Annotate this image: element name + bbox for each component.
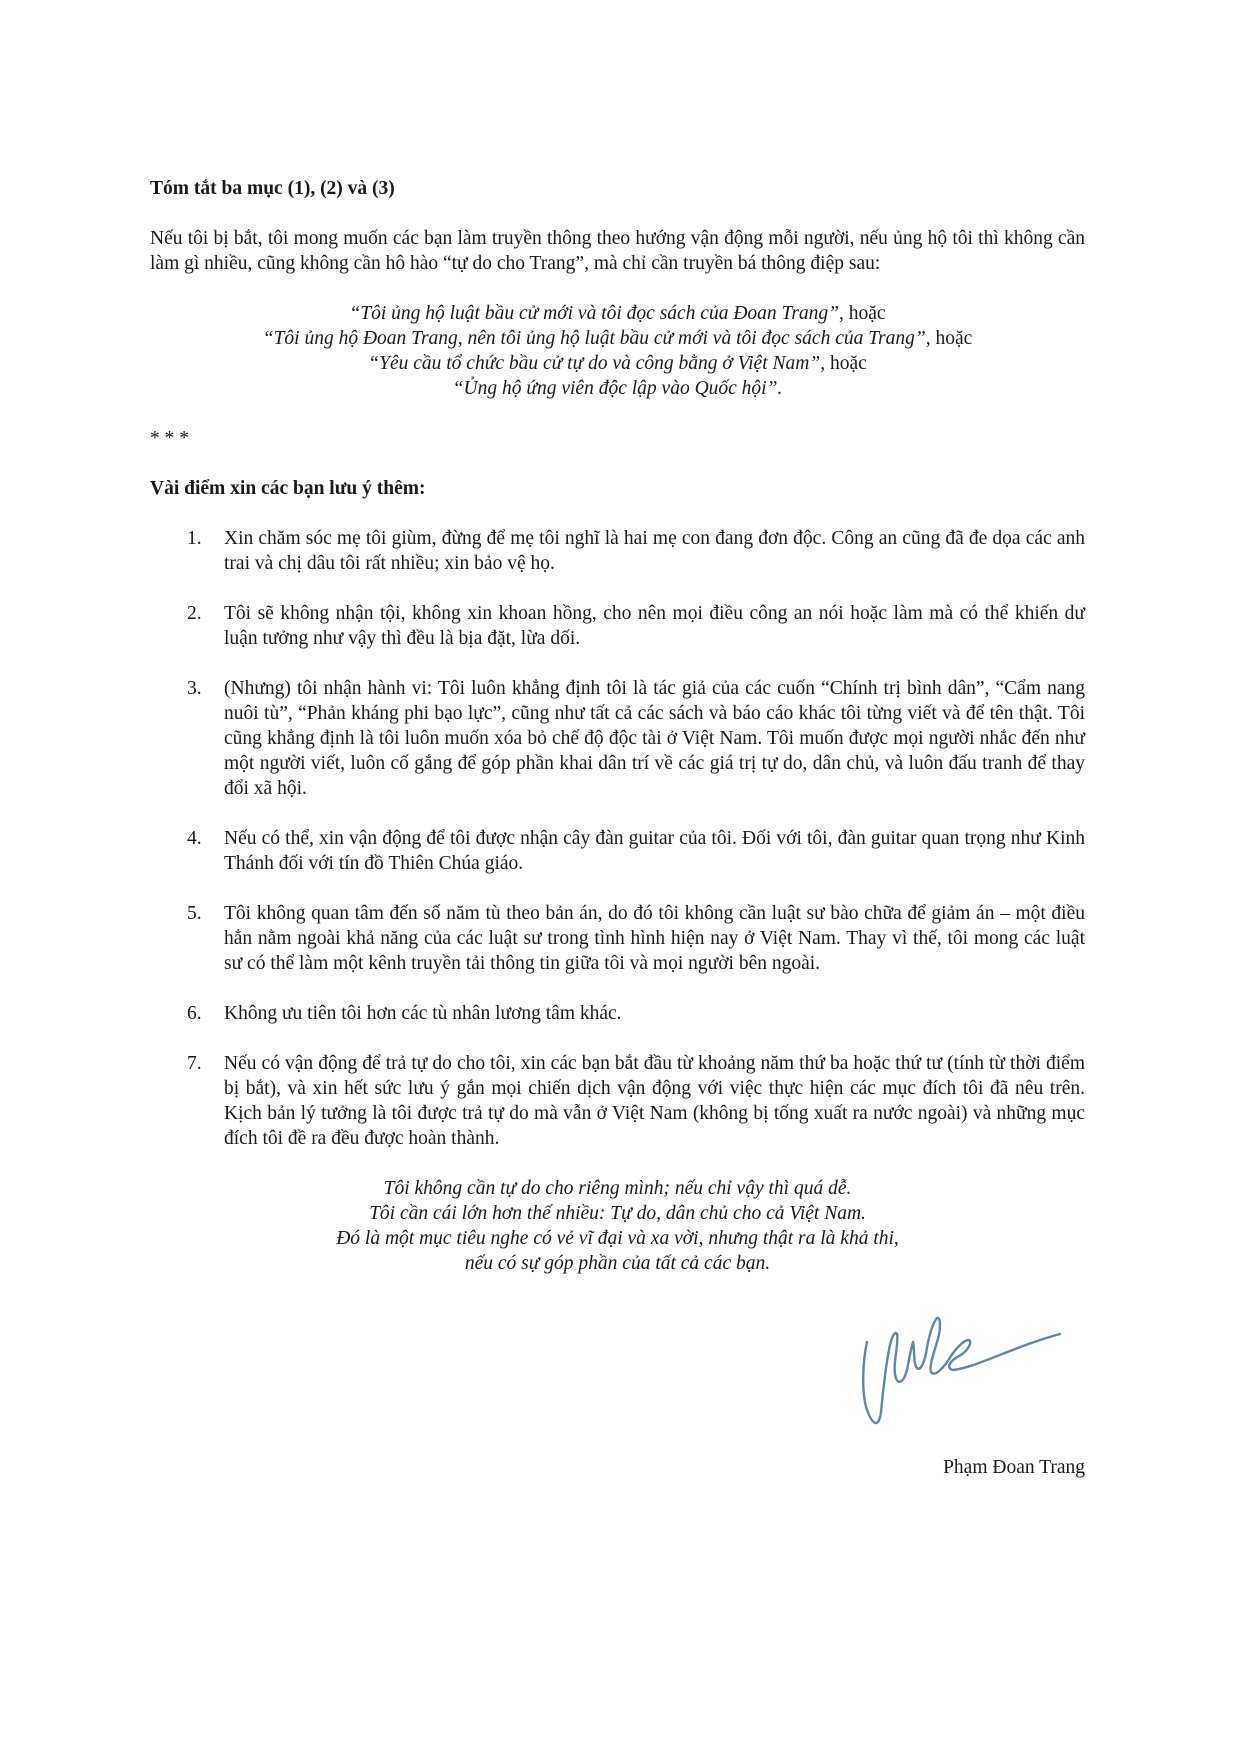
item-text: Không ưu tiên tôi hơn các tù nhân lương tâm khác.	[224, 1003, 622, 1024]
section-separator: * * *	[150, 428, 189, 449]
closing-line: Tôi không cần tự do cho riêng mình; nếu chỉ vậy thì quá dễ.	[383, 1178, 852, 1199]
notes-heading: Vài điểm xin các bạn lưu ý thêm:	[150, 478, 426, 499]
closing-line: nếu có sự góp phần của tất cả các bạn.	[464, 1253, 771, 1274]
item-number: 7.	[187, 1053, 202, 1074]
item-text: Tôi không quan tâm đến số năm tù theo bản án, do đó tôi không cần luật sư bào chữa để giảm án – một điều hẳn nằm ngoài khả năng của các luật sư trong tình hình hiện nay ở Việt Nam. Thay vì thế, tôi mong các luật sư có thể làm một kênh truyền tải thông tin giữa tôi và mọi người bên ngoài.	[224, 903, 1085, 974]
item-text: (Nhưng) tôi nhận hành vi: Tôi luôn khẳng định tôi là tác giả của các cuốn “Chính trị bình dân”, “Cẩm nang nuôi tù”, “Phản kháng phi bạo lực”, cũng như tất cả các sách và báo cáo khác tôi từng viết và để tên thật. Tôi cũng khẳng định là tôi luôn muốn xóa bỏ chế độ độc tài ở Việt Nam. Tôi muốn được mọi người nhắc đến như một người viết, luôn cố gắng để góp phần khai dân trí về các giá trị tự do, dân chủ, và luôn đấu tranh để thay đổi xã hội.	[224, 678, 1085, 799]
item-number: 2.	[187, 603, 202, 624]
list-item	[150, 1051, 1085, 1151]
item-text: Xin chăm sóc mẹ tôi giùm, đừng để mẹ tôi nghĩ là hai mẹ con đang đơn độc. Công an cũng đã đe dọa các anh trai và chị dâu tôi rất nhiều; xin bảo vệ họ.	[224, 528, 1085, 574]
list-item	[150, 901, 1085, 976]
quote-line: “Yêu cầu tổ chức bầu cử tự do và công bằng ở Việt Nam”, hoặc	[368, 353, 867, 374]
summary-intro: Nếu tôi bị bắt, tôi mong muốn các bạn làm truyền thông theo hướng vận động mỗi người, nếu ủng hộ tôi thì không cần làm gì nhiều, cũng không cần hô hào “tự do cho Trang”, mà chỉ cần truyền bá thông điệp sau:	[150, 228, 1085, 274]
item-text: Nếu có vận động để trả tự do cho tôi, xin các bạn bắt đầu từ khoảng năm thứ ba hoặc thứ tư (tính từ thời điểm bị bắt), và xin hết sức lưu ý gắn mọi chiến dịch vận động với việc thực hiện các mục đích tôi đã nêu trên. Kịch bản lý tưởng là tôi được trả tự do mà vẫn ở Việt Nam (không bị tống xuất ra nước ngoài) và những mục đích tôi đề ra đều được hoàn thành.	[224, 1053, 1085, 1149]
quote-line: “Tôi ủng hộ luật bầu cử mới và tôi đọc sách của Đoan Trang”, hoặc	[349, 303, 886, 324]
closing-verse	[150, 1176, 1085, 1276]
item-number: 6.	[187, 1003, 202, 1024]
quote-line: “Tôi ủng hộ Đoan Trang, nên tôi ủng hộ luật bầu cử mới và tôi đọc sách của Trang”, hoặc	[262, 328, 973, 349]
list-item	[150, 826, 1085, 876]
list-item	[150, 601, 1085, 651]
closing-line: Đó là một mục tiêu nghe có vẻ vĩ đại và xa vời, nhưng thật ra là khả thi,	[336, 1228, 899, 1249]
summary-heading: Tóm tắt ba mục (1), (2) và (3)	[150, 178, 395, 199]
signature-stroke	[863, 1318, 1060, 1423]
quote-line: “Ủng hộ ứng viên độc lập vào Quốc hội”.	[452, 378, 783, 399]
item-number: 5.	[187, 903, 202, 924]
item-number: 1.	[187, 528, 202, 549]
item-number: 3.	[187, 678, 202, 699]
list-item	[150, 1001, 1085, 1026]
item-text: Nếu có thể, xin vận động để tôi được nhận cây đàn guitar của tôi. Đối với tôi, đàn guitar quan trọng như Kinh Thánh đối với tín đồ Thiên Chúa giáo.	[224, 828, 1085, 874]
list-item	[150, 526, 1085, 576]
signer-name: Phạm Đoan Trang	[943, 1457, 1085, 1478]
message-quotes	[150, 301, 1085, 401]
item-text: Tôi sẽ không nhận tội, không xin khoan hồng, cho nên mọi điều công an nói hoặc làm mà có thể khiến dư luận tưởng như vậy thì đều là bịa đặt, lừa dối.	[224, 603, 1085, 649]
closing-line: Tôi cần cái lớn hơn thế nhiều: Tự do, dân chủ cho cả Việt Nam.	[369, 1203, 866, 1224]
handwritten-signature	[855, 1300, 1075, 1440]
document-body	[150, 176, 1085, 1276]
notes-list	[150, 526, 1085, 1151]
item-number: 4.	[187, 828, 202, 849]
list-item	[150, 676, 1085, 801]
